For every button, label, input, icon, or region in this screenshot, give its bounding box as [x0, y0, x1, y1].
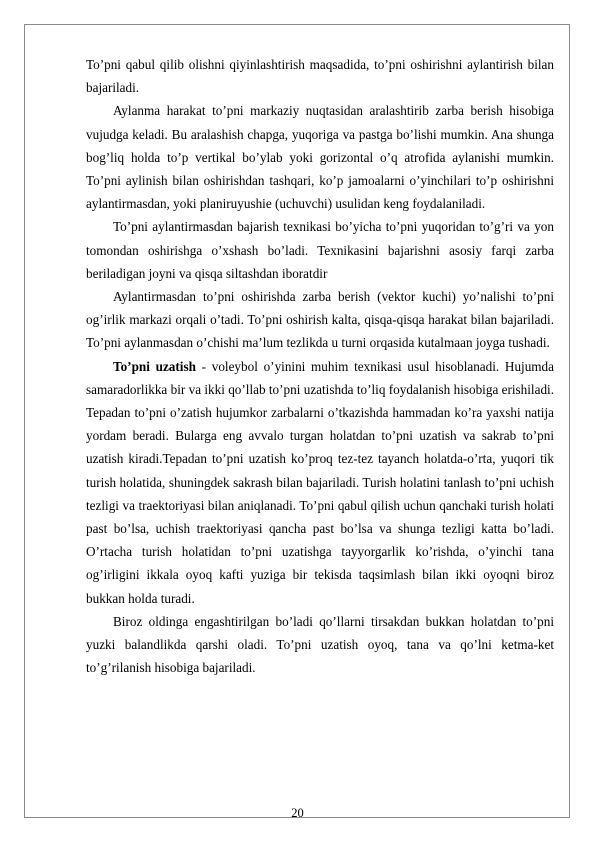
paragraph-passing	[86, 355, 554, 610]
paragraph-intro: To’pni qabul qilib olishni qiyinlashtirish maqsadida, to’pni oshirishni aylantirish bilan bajariladi.	[86, 57, 554, 96]
paragraph-passing-text: - voleybol o’yinini muhim texnikasi usul hisoblanadi. Hujumda samaradorlikka bir va ikki qo’llab to’pni uzatishda to’liq foydalanish hisobiga erishiladi. Tepadan to’pni o’zatish hujumkor zarbalarni o’tkazishda hammadan ko’ra yaxshi natija yordam beradi. Bularga eng avvalo turgan holatdan to’pni uzatish va sakrab to’pni uzatish kiradi.Tepadan to’pni uzatish ko’proq tez-tez tayanch holatda-o’rta, yuqori tik turish holatida, shuningdek sakrash bilan bajariladi. Turish holatini tanlash to’pni uchish tezligi va traektoriyasi bilan aniqlanadi. To’pni qabul qilish uchun qanchaki turish holati past bo’lsa, uchish traektoriyasi qancha past bo’lsa va shunga tezligi katta bo’ladi. O’rtacha turish holatidan to’pni uzatishga tayyorgarlik ko’rishda, o’yinchi tana og’irligini ikkala oyoq kafti yuziga bir tekisda taqsimlash bilan ikki oyoqni biroz bukkan holda turadi.	[86, 358, 554, 606]
paragraph-force-vector: Aylantirmasdan to’pni oshirishda zarba berish (vektor kuchi) yo’nalishi to’pni og’irlik markazi orqali o’tadi. To’pni oshirish kalta, qisqa-qisqa harakat bilan bajariladi. To’pni aylanmasdan o’chishi ma’lum tezlikda u turni orqasida kutalmaan joyga tushadi.	[86, 289, 554, 351]
paragraph-no-spin-technique: To’pni aylantirmasdan bajarish texnikasi bo’yicha to’pni yuqoridan to’g’ri va yon tomondan oshirishga o’xshash bo’ladi. Texnikasini bajarishni asosiy farqi zarba beriladigan joyni va qisqa siltashdan iboratdir	[86, 219, 554, 281]
term-passing: To’pni uzatish	[113, 358, 196, 374]
document-body	[86, 53, 554, 679]
page-number: 20	[291, 806, 304, 820]
paragraph-final: Biroz oldinga engashtirilgan bo’ladi qo’llarni tirsakdan bukkan holatdan to’pni yuzki balandlikda qarshi oladi. To’pni uzatish oyoq, tana va qo’lni ketma-ket to’g’rilanish hisobiga bajariladi.	[86, 613, 554, 676]
paragraph-spin-motion: Aylanma harakat to’pni markaziy nuqtasidan aralashtirib zarba berish hisobiga vujudga keladi. Bu aralashish chapga, yuqoriga va pastga bo’lishi mumkin. Ana shunga bog’liq holda to’p vertikal bo’ylab yoki gorizontal o’q atrofida aylanishi mumkin. To’pni aylinish bilan oshirishdan tashqari, ko’p jamoalarni o’yinchilari to’p oshirishni aylantirmasdan, yoki planiruyushie (uchuvchi) usulidan keng foydalaniladi.	[86, 103, 554, 212]
